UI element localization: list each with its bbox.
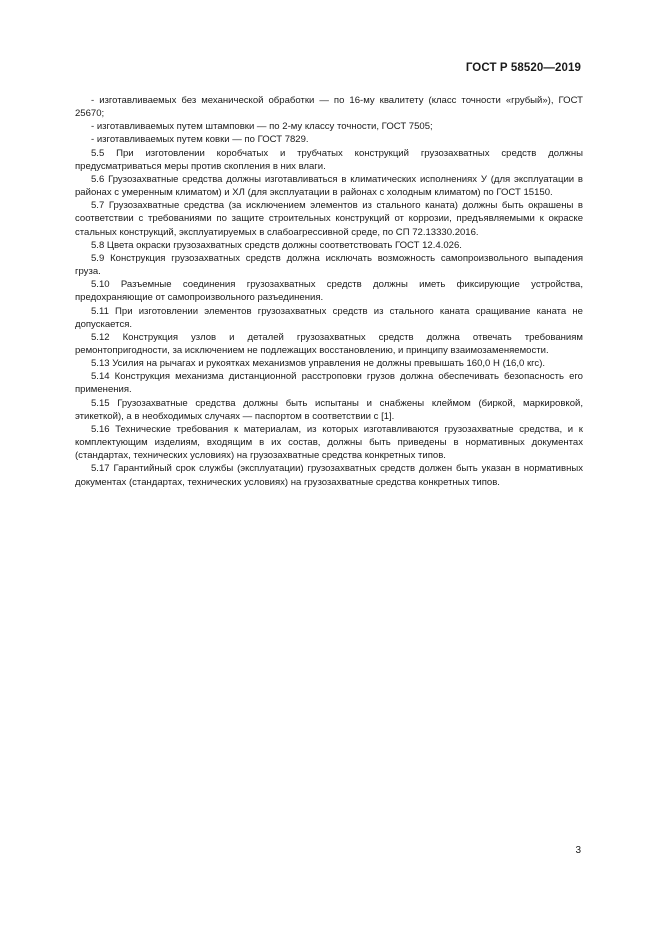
- paragraph-5-7: 5.7 Грузозахватные средства (за исключением элементов из стального каната) должны быть окрашены в соответствии с требованиями по защите строительных конструкций от коррозии, предъявляемыми к окраске стальных конструкций, эксплуатируемых в слабоагрессивной среде, по СП 72.13330.2016.: [75, 200, 583, 238]
- paragraph-list-item-2: - изготавливаемых путем штамповки — по 2-му классу точности, ГОСТ 7505;: [91, 121, 433, 133]
- paragraph-5-15: 5.15 Грузозахватные средства должны быть испытаны и снабжены клеймом (биркой, маркировкой, этикеткой), а в необходимых случаях — паспортом в соответствии с [1].: [75, 397, 583, 422]
- document-body: [75, 94, 583, 489]
- paragraph-5-16: 5.16 Технические требования к материалам, из которых изготавливаются грузозахватные средства, и к комплектующим изделиям, входящим в их состав, должны быть приведены в нормативных документах (стандартах, технических условиях) на грузозахватные средства конкретных типов.: [75, 423, 583, 462]
- paragraph-5-10: 5.10 Разъемные соединения грузозахватных средств должны иметь фиксирующие устройства, предохраняющие от самопроизвольного разъединения.: [75, 279, 583, 304]
- paragraph-5-5: 5.5 При изготовлении коробчатых и трубчатых конструкций грузозахватных средств должны предусматриваться меры против скопления в них влаги.: [75, 147, 583, 172]
- paragraph-list-item-3: - изготавливаемых путем ковки — по ГОСТ 7829.: [91, 134, 309, 146]
- paragraph-5-12: 5.12 Конструкция узлов и деталей грузозахватных средств должна отвечать требованиям ремонтопригодности, за исключением не подлежащих восстановлению, и принципу взаимозаменяемости.: [75, 331, 583, 356]
- page-number: 3: [575, 845, 581, 856]
- paragraph-5-13: 5.13 Усилия на рычагах и рукоятках механизмов управления не должны превышать 160,0 Н (16,0 кгс).: [91, 358, 546, 370]
- paragraph-5-6: 5.6 Грузозахватные средства должны изготавливаться в климатических исполнениях У (для эксплуатации в районах с умеренным климатом) и ХЛ (для эксплуатации в районах с холодным климатом) по ГОСТ 15150.: [75, 173, 583, 199]
- paragraph-5-14: 5.14 Конструкция механизма дистанционной расстроповки грузов должна обеспечивать безопасность его применения.: [75, 371, 583, 396]
- paragraph-5-11: 5.11 При изготовлении элементов грузозахватных средств из стального каната сращивание каната не допускается.: [75, 305, 583, 330]
- paragraph-5-17: 5.17 Гарантийный срок службы (эксплуатации) грузозахватных средств должен быть указан в нормативных документах (стандартах, технических условиях) на грузозахватные средства конкретных типов.: [75, 463, 583, 488]
- document-header: ГОСТ Р 58520—2019: [465, 62, 581, 74]
- paragraph-5-8: 5.8 Цвета окраски грузозахватных средств должны соответствовать ГОСТ 12.4.026.: [91, 239, 462, 251]
- paragraph-list-item-1: - изготавливаемых без механической обработки — по 16-му квалитету (класс точности «грубый»), ГОСТ 25670;: [75, 95, 583, 120]
- paragraph-5-9: 5.9 Конструкция грузозахватных средств должна исключать возможность самопроизвольного выпадения груза.: [75, 252, 583, 278]
